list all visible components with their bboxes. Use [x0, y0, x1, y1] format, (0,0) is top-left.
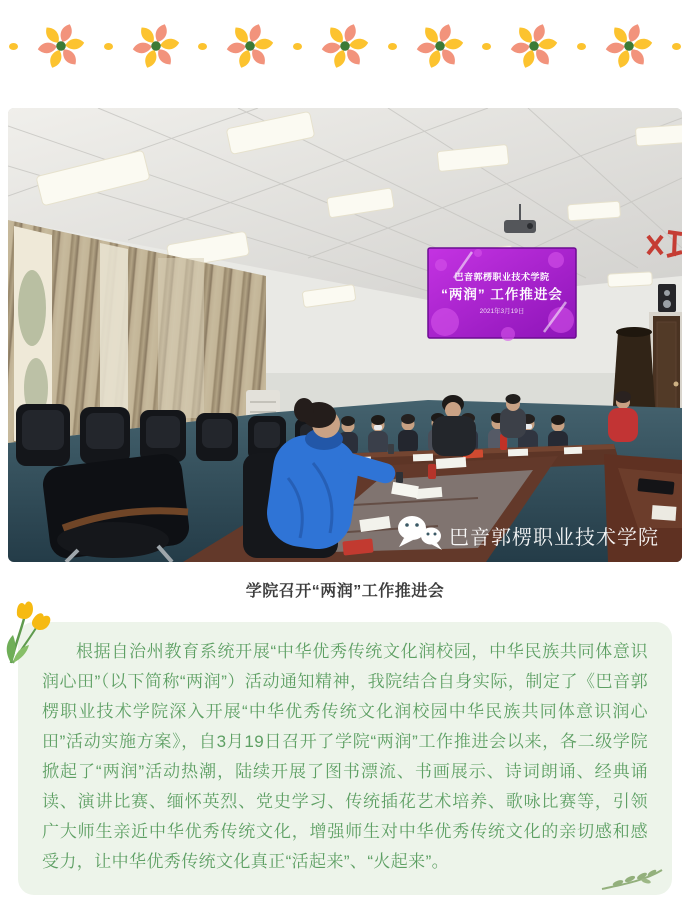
flower-icon [224, 20, 276, 72]
flower-icon [130, 20, 182, 72]
dot-icon [482, 43, 491, 50]
dot-icon [672, 43, 681, 50]
dot-icon [577, 43, 586, 50]
screen-school-name: 巴音郭楞职业技术学院 [454, 272, 550, 282]
flower-icon [319, 20, 371, 72]
tulip-icon [1, 597, 57, 665]
flower-icon [414, 20, 466, 72]
dot-icon [388, 43, 397, 50]
meeting-room-scene [8, 108, 682, 562]
screen-meeting-title: “两润” 工作推进会 [441, 287, 563, 302]
dot-icon [9, 43, 18, 50]
screen-meeting-date: 2021年3月19日 [479, 308, 525, 315]
bottom-spacer [0, 895, 690, 915]
flower-border [0, 0, 690, 92]
article-panel [18, 622, 672, 895]
flower-icon [35, 20, 87, 72]
dot-icon [293, 43, 302, 50]
projection-screen [428, 248, 576, 341]
photo-caption: 学院召开“两润”工作推进会 [245, 583, 445, 600]
foreground-chair [41, 452, 191, 562]
flower-icon [603, 20, 655, 72]
article-paragraph: 根据自治州教育系统开展“中华优秀传统文化润校园，中华民族共同体意识润心田”（以下简称“两润”）活动通知精神，我院结合自身实际，制定了《巴音郭楞职业技术学院深入开展“中华优秀传统文化润校园中华民族共同体意识润心田”活动实施方案》，自3月19日召开了学院“两润”工作推进会以来，各二级学院掀起了“两润”活动热潮，陆续开展了图书漂流、书画展示、诗词朗诵、经典诵读、演讲比赛、缅怀英烈、党史学习、传统插花艺术培养、歌咏比赛等，引领广大师生亲近中华优秀传统文化，增强师生对中华优秀传统文化的亲切感和感受力，让中华优秀传统文化真正“活起来”、“火起来”。 [42, 642, 648, 871]
flower-icon [508, 20, 560, 72]
meeting-photo[interactable] [8, 108, 682, 562]
branch-icon [600, 866, 664, 892]
dot-icon [198, 43, 207, 50]
dot-icon [104, 43, 113, 50]
watermark-text: 巴音郭楞职业技术学院 [449, 527, 659, 549]
